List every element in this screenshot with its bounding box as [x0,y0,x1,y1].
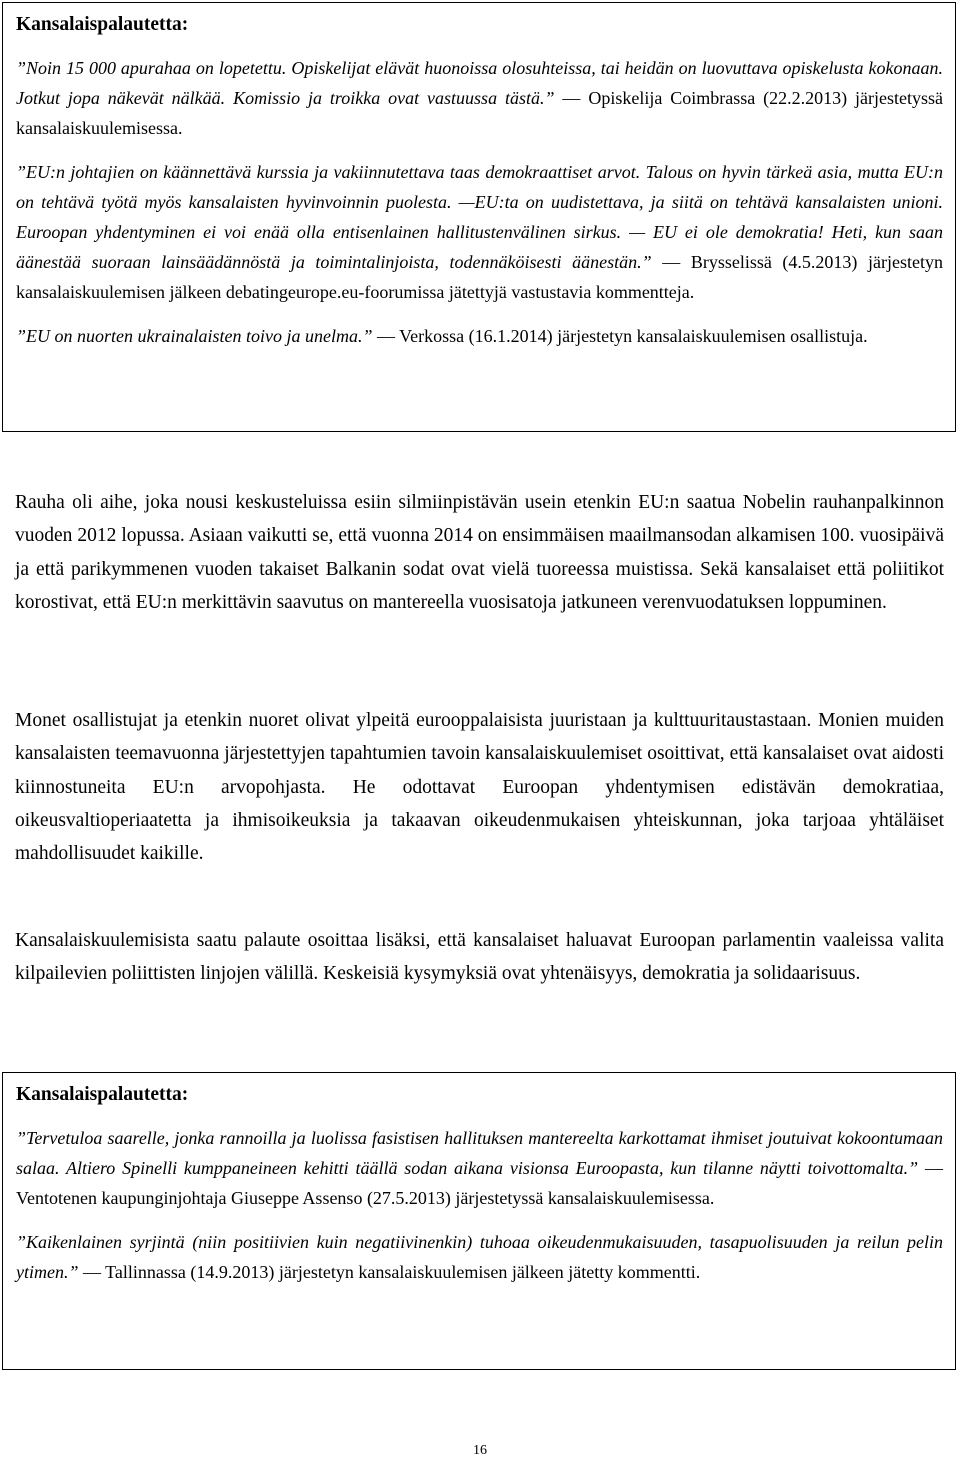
quote-1 [16,1123,943,1213]
quote-text: ”EU on nuorten ukrainalaisten toivo ja unelma.” [16,326,373,346]
quote-source: — Brysselissä (4.5.2013) järjestetyn kansalaiskuulemisen jälkeen debatingeurope.eu-foorumissa jätettyjä vastustavia kommentteja. [16,252,943,302]
quote-source: — Opiskelija Coimbrassa (22.2.2013) järjestetyssä kansalaiskuulemisessa. [16,88,943,138]
citizen-feedback-box-2 [2,1072,956,1370]
quote-3 [16,321,943,351]
quote-2 [16,157,943,307]
citizen-feedback-box-1 [2,2,956,432]
quote-text: ”Kaikenlainen syrjintä (niin positiivien kuin negatiivinenkin) tuhoaa oikeudenmukaisuuden, tasapuolisuuden ja reilun pelin ytimen.” [16,1232,943,1282]
page-number: 16 [473,1443,487,1458]
body-paragraph-2: Monet osallistujat ja etenkin nuoret olivat ylpeitä eurooppalaisista juuristaan ja kulttuuritaustastaan. Monien muiden kansalaisten teemavuonna järjestettyjen tapahtumien tavoin kansalaiskuulemiset osoittivat, että kansalaiset ovat aidosti kiinnostuneita EU:n arvopohjasta. He odottavat Euroopan yhdentymisen edistävän demokratiaa, oikeusvaltioperiaatetta ja ihmisoikeuksia ja takaavan oikeudenmukaisen yhteiskunnan, joka tarjoaa yhtäläiset mahdollisuudet kaikille. [15,710,944,865]
body-paragraph-3: Kansalaiskuulemisista saatu palaute osoittaa lisäksi, että kansalaiset haluavat Euroopan parlamentin vaaleissa valita kilpailevien poliittisten linjojen välillä. Keskeisiä kysymyksiä ovat yhtenäisyys, demokratia ja solidaarisuus. [15,930,944,985]
quote-source: — Tallinnassa (14.9.2013) järjestetyn kansalaiskuulemisen jälkeen jätetty kommentti. [78,1262,701,1282]
quote-text: ”Tervetuloa saarelle, jonka rannoilla ja luolissa fasistisen hallituksen mantereelta karkottamat ihmiset joutuivat kokoontumaan salaa. Altiero Spinelli kumppaneineen kehitti täällä sodan aikana visionsa Euroopasta, kun tilanne näytti toivottomalta.” [16,1128,943,1178]
quote-text: ”EU:n johtajien on käännettävä kurssia ja vakiinnutettava taas demokraattiset arvot. Talous on hyvin tärkeä asia, mutta EU:n on tehtävä työtä myös kansalaisten hyvinvoinnin puolesta. —EU:ta on uudistettava, ja siitä on tehtävä kansalaisten unioni. Euroopan yhdentyminen ei voi enää olla entisenlainen hallitustenvälinen sirkus. — EU ei ole demokratia! Heti, kun saan äänestää suoraan lainsäädännöstä ja toimintalinjoista, todennäköisesti äänestän.” [16,162,943,272]
box-title: Kansalaispalautetta: [16,14,189,35]
box-title: Kansalaispalautetta: [16,1084,189,1105]
quote-2 [16,1227,943,1287]
body-paragraph-1: Rauha oli aihe, joka nousi keskusteluissa esiin silmiinpistävän usein etenkin EU:n saatua Nobelin rauhanpalkinnon vuoden 2012 lopussa. Asiaan vaikutti se, että vuonna 2014 on ensimmäisen maailmansodan alkamisen 100. vuosipäivä ja että parikymmenen vuoden takaiset Balkanin sodat ovat vielä tuoreessa muistissa. Sekä kansalaiset että poliitikot korostivat, että EU:n merkittävin saavutus on mantereella vuosisatoja jatkuneen verenvuodatuksen loppuminen. [15,492,944,613]
quote-source: — Verkossa (16.1.2014) järjestetyn kansalaiskuulemisen osallistuja. [372,326,868,346]
quote-1 [16,53,943,143]
quote-source: — Ventotenen kaupunginjohtaja Giuseppe Assenso (27.5.2013) järjestetyssä kansalaiskuulemisessa. [16,1158,943,1208]
quote-text: ”Noin 15 000 apurahaa on lopetettu. Opiskelijat elävät huonoissa olosuhteissa, tai heidän on luovuttava opiskelusta kokonaan. Jotkut jopa näkevät nälkää. Komissio ja troikka ovat vastuussa tästä.” [16,58,943,108]
